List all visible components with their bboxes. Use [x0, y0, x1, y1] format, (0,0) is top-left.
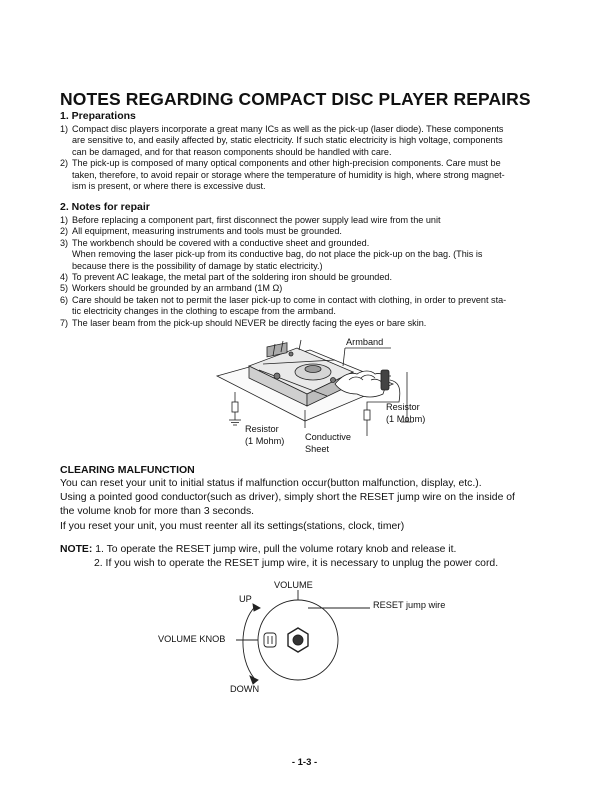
- volume-knob-label: VOLUME KNOB: [158, 634, 226, 644]
- resistor-left-label: Resistor (1 Mohm): [245, 424, 285, 446]
- list-item: 1) Before replacing a component part, first disconnect the power supply lead wire from the unit: [60, 215, 441, 225]
- resistor-left-shape: [232, 402, 238, 412]
- list-item: 2) All equipment, measuring instruments and tools must be grounded.: [60, 226, 342, 237]
- list-item: 6) Care should be taken not to permit the laser pick-up to come in contact with clothing, in order to prevent sta- tic electricity changes in the clothing to escape from the armband.: [60, 294, 507, 317]
- reset-jump-wire-shape: [264, 633, 276, 647]
- clearing-paragraph: You can reset your unit to initial status if malfunction occur(button malfunction, display, etc.). Using a pointed good conductor(such as driver), simply short the RESET jump wire on the inside of the volume knob for more than 3 seconds. If you reset your unit, you must reenter all its settings(stations, clock, timer): [60, 478, 515, 532]
- reset-jump-wire-label: RESET jump wire: [373, 600, 446, 610]
- volume-knob-figure: [150, 578, 490, 696]
- clearing-heading: CLEARING MALFUNCTION: [60, 464, 195, 476]
- list-item: 5) Workers should be grounded by an armband (1M Ω): [60, 283, 283, 294]
- list-item: 3) The workbench should be covered with a conductive sheet and grounded. When removing the laser pick-up from its conductive bag, do not place the pick-up on the bag. (This is because there is the possibility of damage by static electricity.): [60, 237, 483, 271]
- page-number: - 1-3 -: [291, 757, 318, 768]
- resistor-right-label: Resistor (1 Mohm): [386, 402, 426, 424]
- list-item: 4) To prevent AC leakage, the metal part of the soldering iron should be grounded.: [60, 272, 393, 283]
- volume-label: VOLUME: [274, 580, 313, 590]
- resistor-right-shape: [364, 410, 370, 420]
- repair-list: [60, 215, 554, 329]
- list-item: 7) The laser beam from the pick-up should NEVER be directly facing the eyes or bare skin.: [60, 317, 427, 328]
- down-label: DOWN: [230, 684, 260, 694]
- conductive-sheet-label: Conductive Sheet: [305, 432, 351, 454]
- armband-shape: [381, 370, 389, 390]
- list-item: 2) The pick-up is composed of many optical components and other high-precision components. Care must be taken, therefore, to avoid repair or storage where the temperature of humidity is high, where strong magnet- ism is present, or where there is excessive dust.: [60, 158, 505, 192]
- up-label: UP: [239, 594, 252, 604]
- rotation-arc: [243, 606, 256, 678]
- armband-label: Armband: [346, 337, 384, 347]
- page-title: NOTES REGARDING COMPACT DISC PLAYER REPAIRS: [60, 89, 531, 109]
- note-block: NOTE: 1. To operate the RESET jump wire, pull the volume rotary knob and release it. 2. If you wish to operate the RESET jump wire, it is necessary to unplug the power cord.: [60, 544, 499, 570]
- repair-heading: 2. Notes for repair: [60, 201, 150, 213]
- list-item: 1) Compact disc players incorporate a great many ICs as well as the pick-up (laser diode). These components are sensitive to, and easily affected by, static electricity. If such static electricity is high voltage, components can be damaged, and for that reason components should be handled with care.: [60, 124, 504, 157]
- preparations-list: [60, 124, 554, 192]
- preparations-heading: 1. Preparations: [60, 110, 136, 122]
- grounding-figure: [215, 336, 445, 461]
